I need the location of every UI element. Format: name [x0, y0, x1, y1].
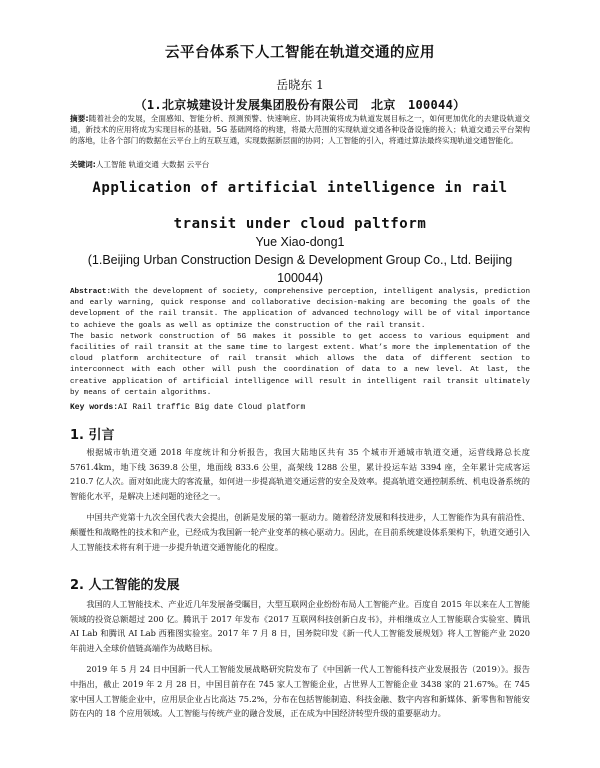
english-keywords-text: AI Rail traffic Big date Cloud platform — [118, 403, 306, 412]
chinese-abstract — [70, 113, 530, 147]
section-heading-introduction: 1. 引言 — [70, 428, 115, 443]
english-title: Application of artificial intelligence in rail transit under cloud paltform — [92, 180, 508, 232]
english-affiliation: (1.Beijing Urban Construction Design & Development Group Co., Ltd. Beijing 100044) — [87, 253, 513, 285]
body-paragraph: 我国的人工智能技术、产业近几年发展备受瞩目，大型互联网企业纷纷布局人工智能产业。百度自 2015 年以来在人工智能领域的投资总额超过 200 亿。腾讯于 2017 年发布《2017 互联网科技创新白皮书》，并相继成立人工智能联合实验室、腾讯 AI Lab 和腾讯 AI Lab 西雅图实验室。2017 年 7 月 8 日，国务院印发《新一代人工智能发展规划》将人工智能产业 2020 年前进入全球价值链高端作为战略目标。 — [70, 599, 530, 653]
english-abstract-paragraph-1 — [70, 287, 530, 332]
chinese-abstract-text: 随着社会的发展，全面感知、智能分析、预测预警、快速响应、协同决策将成为轨道发展目标之一，如何更加优化的去建设轨道交通，新技术的应用将成为实现目标的基础。5G 基础网络的构建，将最大范围的实现轨道交通各种设备设施的接入；轨道交通云平台架构的落地，让各个部门的数据在云平台上的互联互通，实现数据新层面的协同；人工智能的引入，将通过算法最终实现轨道交通智能化。 — [70, 114, 530, 146]
chinese-keywords-text: 人工智能 轨道交通 大数据 云平台 — [95, 160, 210, 169]
english-keywords — [70, 402, 530, 413]
chinese-abstract-label: 摘要: — [70, 114, 89, 123]
section-heading-ai-development: 2. 人工智能的发展 — [70, 578, 180, 593]
english-abstract — [70, 287, 530, 399]
chinese-keywords-label: 关键词: — [70, 160, 96, 169]
body-paragraph: 2019 年 5 月 24 日中国新一代人工智能发展战略研究院发布了《中国新一代人工智能科技产业发展报告（2019）》。报告中指出，截止 2019 年 2 月 28 日，中国目前存在 745 家人工智能企业，占世界人工智能企业 3438 家的 21.67%。在 745 家中国人工智能企业中，应用层企业占比高达 75.2%，分布在包括智能制造、科技金融、数字内容和新媒体、新零售和智能安防在内的 18 个应用领域。人工智能与传统产业的融合发展，正在成为中国经济转型升级的重要驱动力。 — [70, 664, 530, 719]
body-paragraph: 根据城市轨道交通 2018 年度统计和分析报告，我国大陆地区共有 35 个城市开通城市轨道交通，运营线路总长度 5761.4km，地下线 3639.8 公里，地面线 833.6 公里，高架线 1288 公里，累计投运车站 3394 座，全年累计完成客运 210.7 亿人次。面对如此庞大的客流量，如何进一步提高轨道交通运营的安全及效率。提高轨道交通控制系统、机电设备系统的智能化水平，是解决上述问题的途径之一。 — [70, 447, 530, 501]
chinese-title: 云平台体系下人工智能在轨道交通的应用 — [165, 45, 435, 61]
body-paragraph: 中国共产党第十九次全国代表大会提出，创新是发展的第一驱动力。随着经济发展和科技进步，人工智能作为具有前沿性、颠覆性和战略性的技术和产业，已经成为我国新一轮产业变革的核心驱动力。因此，在目前系统建设体系架构下，轨道交通引入人工智能技术将有利于进一步提升轨道交通智能化的程度。 — [70, 512, 530, 552]
chinese-author: 岳晓东 1 — [276, 78, 324, 92]
english-keywords-label: Key words: — [70, 403, 119, 412]
english-abstract-paragraph-2: The basic network construction of 5G makes it possible to get access to various equipment and facilities of rail transit at the same time to largest extent. What’s more the implementation of the cloud platform architecture of rail transit which allows the data of different section to interconnect with each other will push the coordination of data to a new level. At last, the creative application of artificial intelligence will result in intelligent rail transit ultimately by means of certain algorithms. — [70, 332, 530, 397]
section-introduction-body — [70, 445, 530, 561]
english-abstract-label: Abstract: — [70, 288, 112, 296]
chinese-affiliation: （1.北京城建设计发展集团股份有限公司 北京 100044） — [134, 98, 466, 112]
section-ai-development-body — [70, 597, 530, 728]
english-author: Yue Xiao-dong1 — [255, 235, 345, 249]
english-abstract-text-1: With the development of society, comprehensive perception, intelligent analysis, prediction and early warning, quick response and collaborative decision-making are becoming the goals of the development of the rail transit. The application of advanced technology will be of vital importance to achieve the goals as well as optimize the construction of the rail transit. — [70, 288, 530, 330]
chinese-keywords — [70, 159, 530, 170]
